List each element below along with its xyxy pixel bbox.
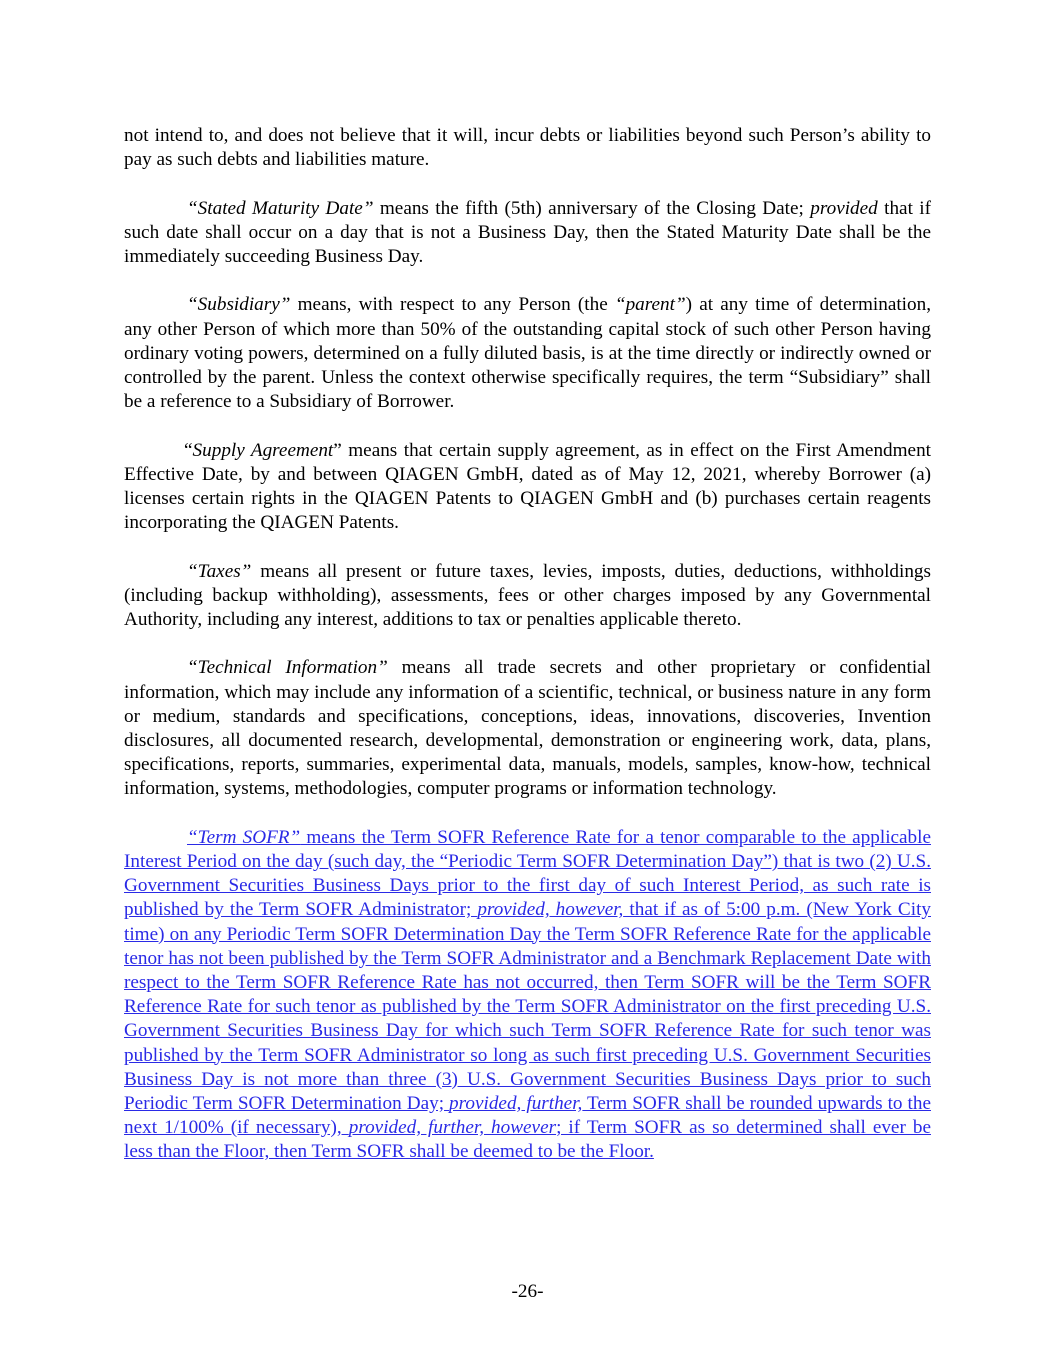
defined-term: Supply Agreement — [192, 439, 334, 461]
term-sofr-definition-inserted: “Term SOFR” means the Term SOFR Reference Rate for a tenor comparable to the applicable Interest Period on the day (such day, the “Periodic Term SOFR Determination Day”) that is two (2) U.S. Government Securities Business Days prior to the first day of such Interest Period, as such rate is published by the Term SOFR Administrator; provided, however, that if as of 5:00 p.m. (New York City time) on any Periodic Term SOFR Determination Day the Term SOFR Reference Rate for the applicable tenor has not been published by the Term SOFR Administrator and a Benchmark Replacement Date with respect to the Term SOFR Reference Rate has not occurred, then Term SOFR will be the Term SOFR Reference Rate for such tenor as published by the Term SOFR Administrator on the first preceding U.S. Government Securities Business Day for which such Term SOFR Reference Rate for such tenor was published by the Term SOFR Administrator so long as such first preceding U.S. Government Securities Business Day is not more than three (3) U.S. Government Securities Business Days prior to such Periodic Term SOFR Determination Day; provided, further, Term SOFR shall be rounded upwards to the next 1/100% (if necessary), provided, further, however; if Term SOFR as so determined shall ever be less than the Floor, then Term SOFR shall be deemed to be the Floor. — [124, 826, 931, 1163]
subsidiary-definition: “Subsidiary” means, with respect to any Person (the “parent”) at any time of determination, any other Person of which more than 50% of the outstanding capital stock of such other Person having ordinary voting powers, determined on a fully diluted basis, is at the time directly or indirectly owned or controlled by the parent. Unless the context otherwise specifically requires, the term “Subsidiary” shall be a reference to a Subsidiary of Borrower. — [124, 294, 931, 413]
defined-term: “Subsidiary” — [187, 294, 291, 316]
paragraph-text: not intend to, and does not believe that it will, incur debts or liabilities beyond such Person’s ability to pay as such debts and liabilities mature. — [124, 125, 931, 171]
defined-term: “Term SOFR” — [187, 826, 301, 848]
defined-term: “Stated Maturity Date” — [187, 197, 374, 219]
page-number: -26- — [511, 1281, 544, 1302]
defined-term: “Taxes” — [187, 560, 252, 582]
taxes-definition: “Taxes” means all present or future taxes, levies, imposts, duties, deductions, withholdings (including backup withholding), assessments, fees or other charges imposed by any Governmental Authority, including any interest, additions to tax or penalties applicable thereto. — [124, 560, 931, 630]
solvency-definition-continuation — [124, 124, 931, 172]
stated-maturity-date-definition: “Stated Maturity Date” means the fifth (5th) anniversary of the Closing Date; provided that if such date shall occur on a day that is not a Business Day, then the Stated Maturity Date shall be the immediately succeeding Business Day. — [124, 197, 931, 267]
technical-information-definition: “Technical Information” means all trade secrets and other proprietary or confidential information, which may include any information of a scientific, technical, or business nature in any form or medium, standards and specifications, conceptions, ideas, innovations, discoveries, Invention disclosures, all documented research, developmental, demonstration or engineering work, data, plans, specifications, reports, summaries, experimental data, manuals, models, samples, know-how, technical information, systems, methodologies, computer programs or information technology. — [124, 657, 932, 800]
document-page — [124, 124, 931, 1165]
supply-agreement-definition: “Supply Agreement” means that certain supply agreement, as in effect on the First Amendment Effective Date, by and between QIAGEN GmbH, dated as of May 12, 2021, whereby Borrower (a) licenses certain rights in the QIAGEN Patents to QIAGEN GmbH and (b) purchases certain reagents incorporating the QIAGEN Patents. — [124, 439, 932, 534]
defined-term: “Technical Information” — [187, 657, 388, 679]
